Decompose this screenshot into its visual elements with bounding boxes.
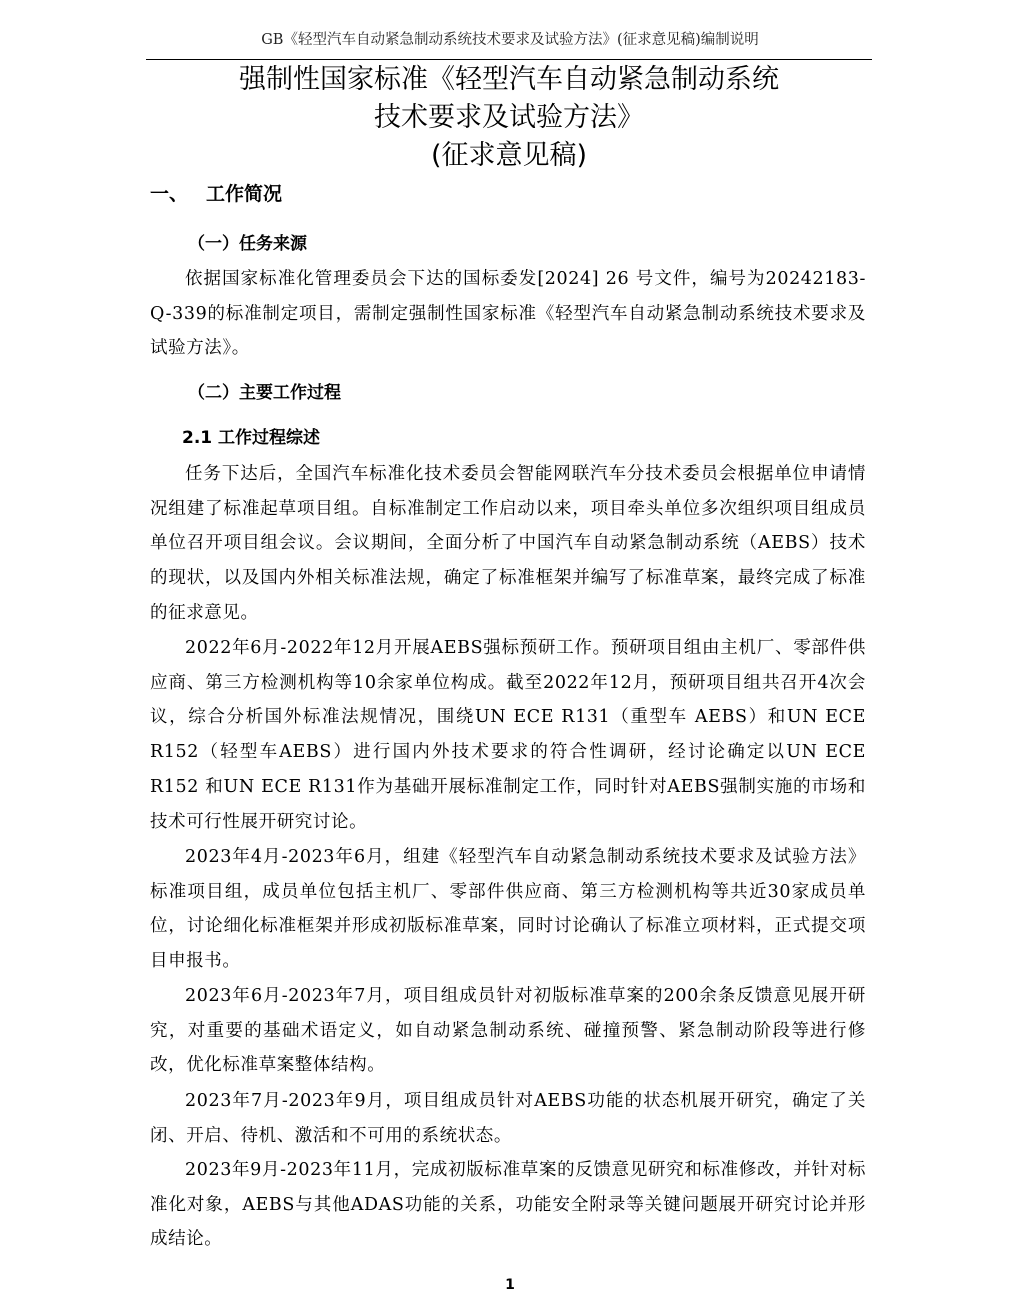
paragraph-task-source: 依据国家标准化管理委员会下达的国标委发[2024] 26 号文件，编号为20242183-Q-339的标准制定项目，需制定强制性国家标准《轻型汽车自动紧急制动系统技术要求及试验方法》。: [150, 269, 866, 359]
subsection-heading-task-source: （一）任务来源: [188, 234, 307, 254]
title-line-1: 强制性国家标准《轻型汽车自动紧急制动系统: [239, 64, 779, 95]
section-heading-text: 工作简况: [206, 183, 283, 205]
title-line-2: 技术要求及试验方法》: [374, 102, 644, 133]
document-title: [146, 61, 872, 175]
paragraph-2023-jun-jul: 2023年6月-2023年7月，项目组成员针对初版标准草案的200余条反馈意见展开研究，对重要的基础术语定义，如自动紧急制动系统、碰撞预警、紧急制动阶段等进行修改，优化标准草案整体结构。: [150, 986, 866, 1076]
section-number: 一、: [150, 183, 189, 205]
title-line-3: (征求意见稿): [430, 140, 588, 171]
paragraph-2023-apr-jun: 2023年4月-2023年6月，组建《轻型汽车自动紧急制动系统技术要求及试验方法》标准项目组，成员单位包括主机厂、零部件供应商、第三方检测机构等共近30家成员单位，讨论细化标准框架并形成初版标准草案，同时讨论确认了标准立项材料，正式提交项目申报书。: [150, 847, 866, 972]
subsection-heading-process-overview: 2.1 工作过程综述: [182, 428, 321, 448]
section-heading-work-overview: [150, 180, 282, 208]
running-header: GB《轻型汽车自动紧急制动系统技术要求及试验方法》(征求意见稿)编制说明: [261, 32, 759, 48]
paragraph-2023-jul-sep: 2023年7月-2023年9月，项目组成员针对AEBS功能的状态机展开研究，确定了关闭、开启、待机、激活和不可用的系统状态。: [150, 1091, 866, 1146]
header-rule: [146, 59, 872, 60]
paragraph-process-overview: 任务下达后，全国汽车标准化技术委员会智能网联汽车分技术委员会根据单位申请情况组建了标准起草项目组。自标准制定工作启动以来，项目牵头单位多次组织项目组成员单位召开项目组会议。会议期间，全面分析了中国汽车自动紧急制动系统（AEBS）技术的现状，以及国内外相关标准法规，确定了标准框架并编写了标准草案，最终完成了标准的征求意见。: [150, 464, 866, 623]
paragraph-prestudy-2022: 2022年6月-2022年12月开展AEBS强标预研工作。预研项目组由主机厂、零部件供应商、第三方检测机构等10余家单位构成。截至2022年12月，预研项目组共召开4次会议，综合分析国外标准法规情况，围绕UN ECE R131（重型车 AEBS）和UN ECE R152（轻型车AEBS）进行国内外技术要求的符合性调研，经讨论确定以UN ECE R152 和UN ECE R131作为基础开展标准制定工作，同时针对AEBS强制实施的市场和技术可行性展开研究讨论。: [150, 638, 866, 832]
subsection-heading-main-work-process: （二）主要工作过程: [188, 383, 341, 403]
page-number: 1: [505, 1277, 515, 1293]
paragraph-2023-sep-nov: 2023年9月-2023年11月，完成初版标准草案的反馈意见研究和标准修改，并针对标准化对象，AEBS与其他ADAS功能的关系，功能安全附录等关键问题展开研究讨论并形成结论。: [150, 1160, 866, 1250]
